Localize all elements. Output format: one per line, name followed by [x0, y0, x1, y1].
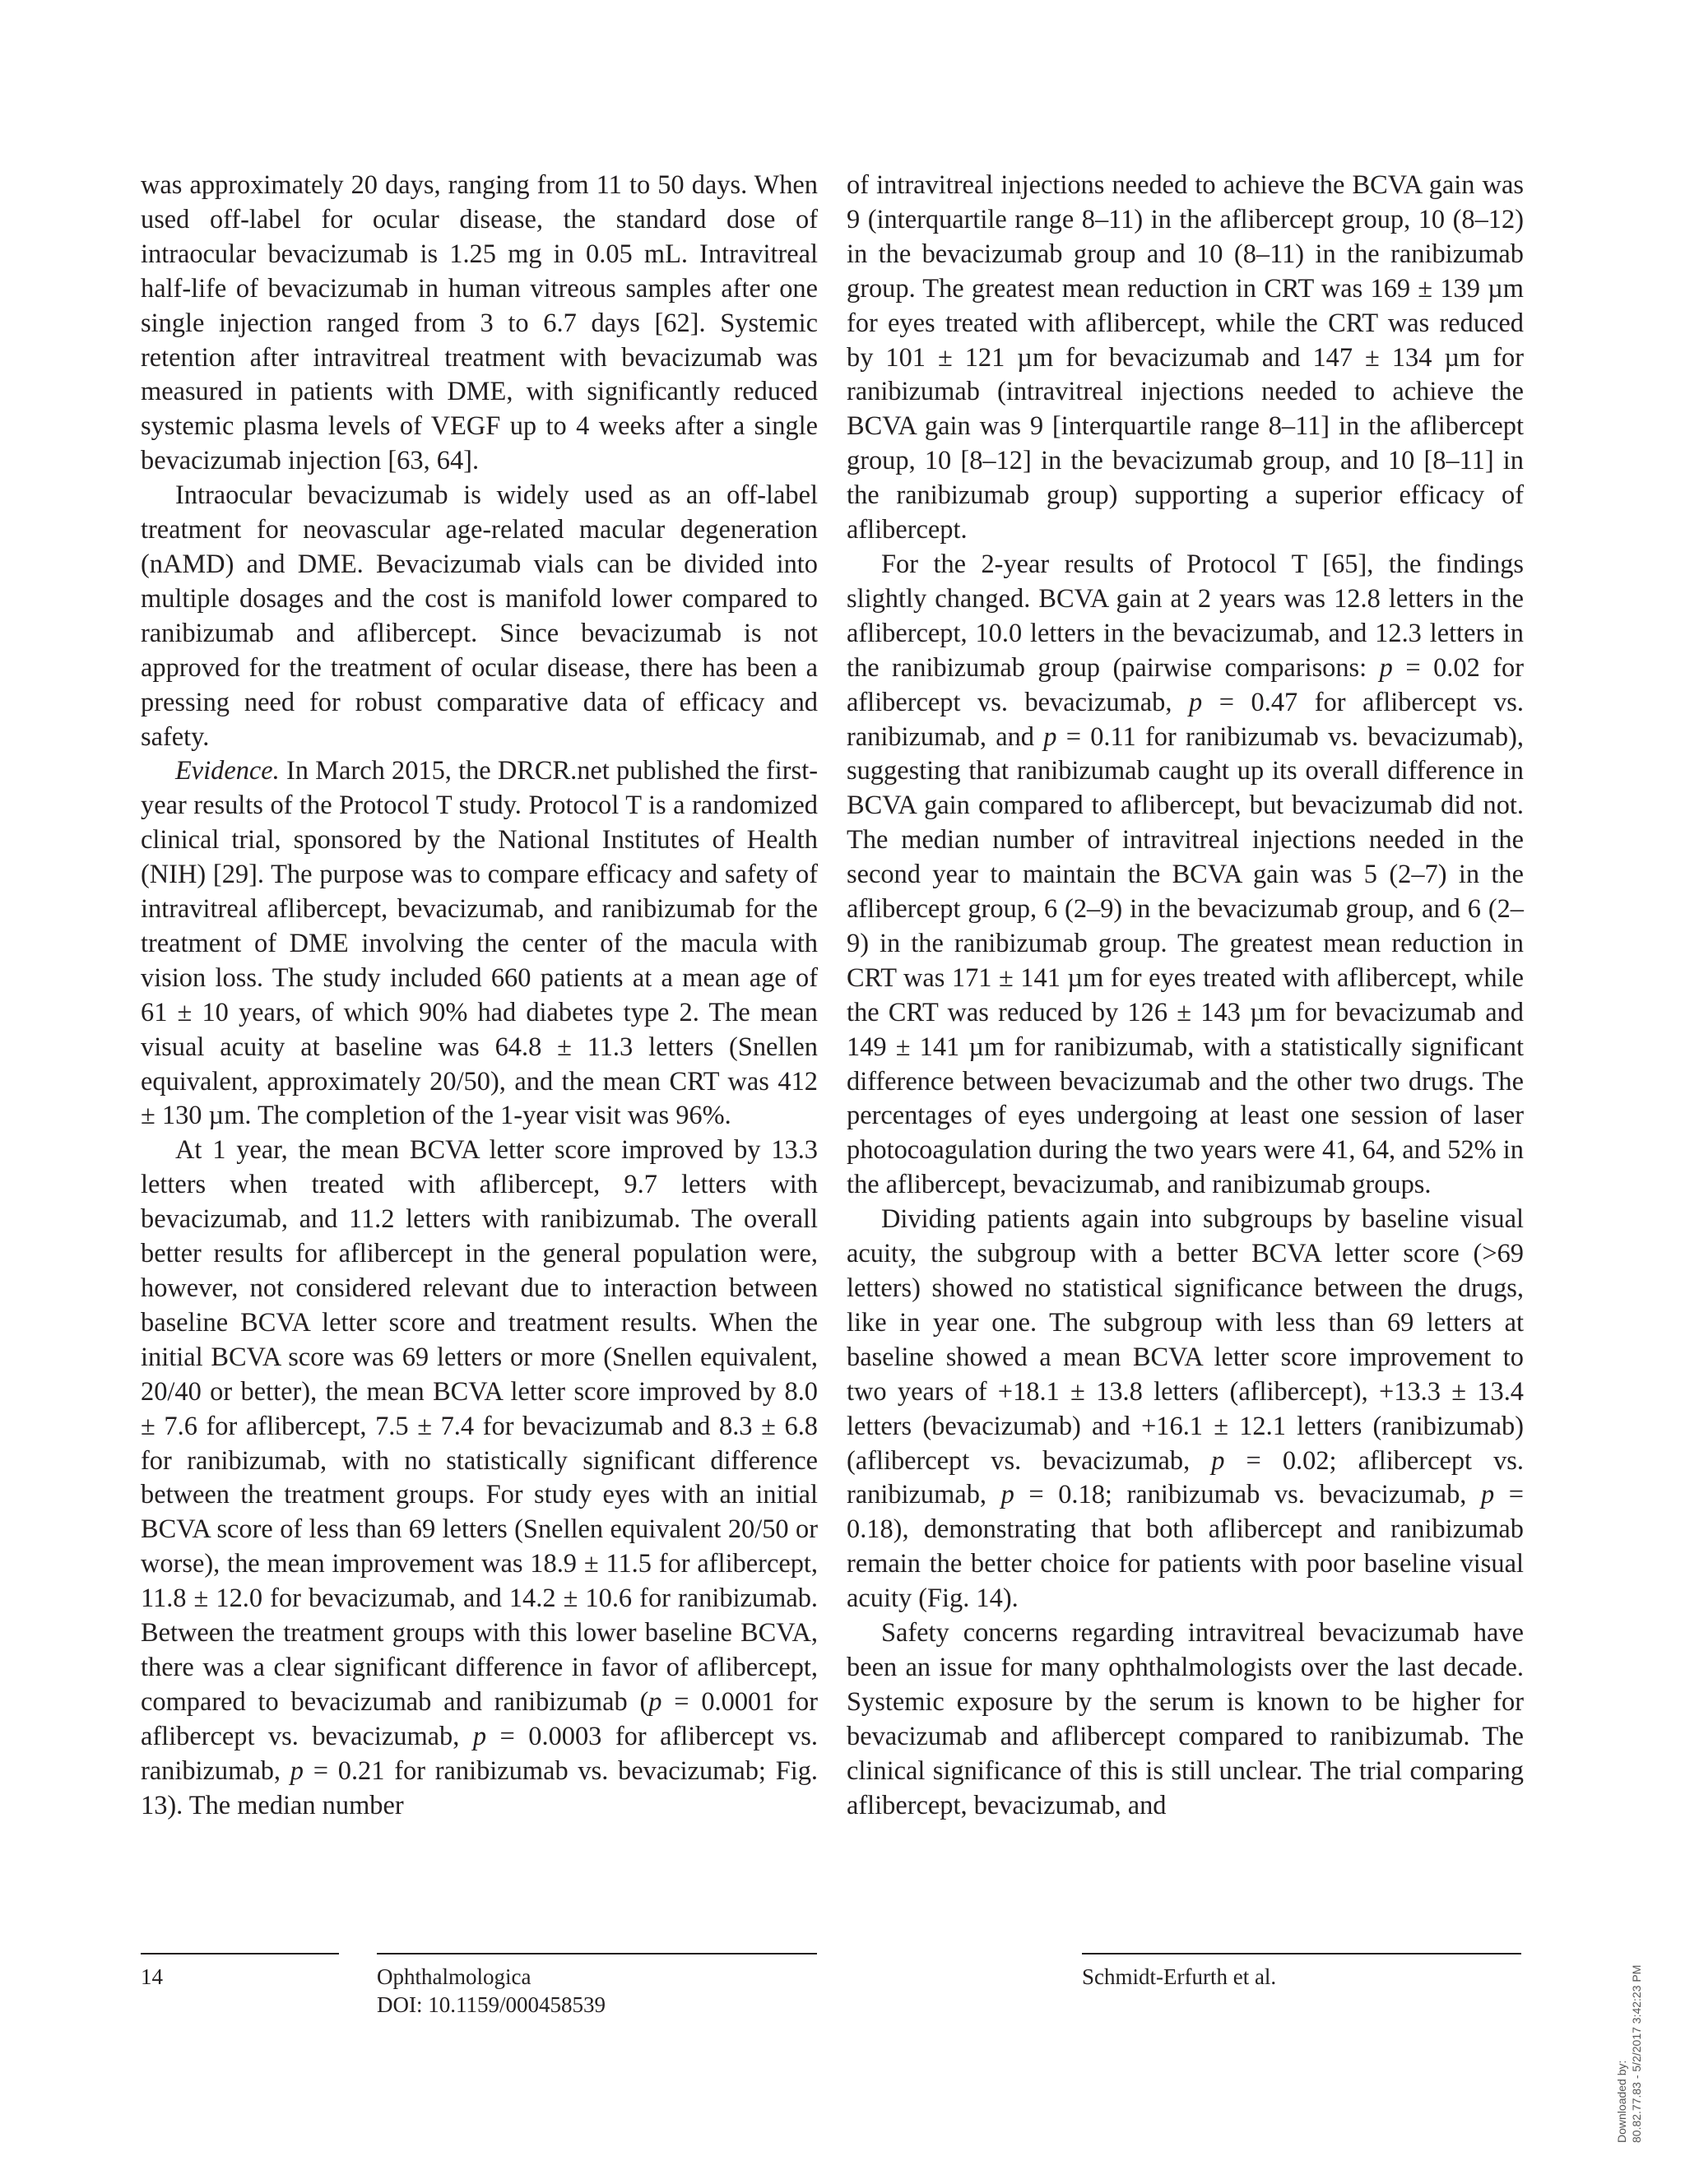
paragraph-text: = 0.18; ranibizumab vs. bevacizumab, [1014, 1480, 1481, 1510]
paragraph-text: = 0.02; aflibercept vs. ranibizumab, [847, 1445, 1524, 1510]
paragraph-text: For the 2-year results of Protocol T [65], the findings slightly changed. BCVA gain at 2 years was 12.8 letters in the aflibercept, 10.0 letters in the bevacizumab, and 12.3 letters in the ranibizumab group (pairwise comparisons: [847, 549, 1524, 683]
paragraph-text: = 0.11 for ranibizumab vs. bevacizumab), suggesting that ranibizumab caught up its overall difference in BCVA gain compared to aflibercept, but bevacizumab did not. The median number of intravitreal injections needed in the second year to maintain the BCVA gain was 5 (2–7) in the aflibercept group, 6 (2–9) in the bevacizumab group, and 6 (2–9) in the ranibizumab group. The greatest mean reduction in CRT was 171 ± 141 µm for eyes treated with aflibercept, while the CRT was reduced by 126 ± 143 µm for bevacizumab and 149 ± 141 µm for ranibizumab, with a statistically significant difference between bevacizumab and the other two drugs. The percentages of eyes undergoing at least one session of laser photocoagulation during the two years were 41, 64, and 52% in the aflibercept, bevacizumab, and ranibizumab groups. [847, 721, 1525, 1200]
paragraph [141, 754, 818, 1134]
paragraph-text: At 1 year, the mean BCVA letter score improved by 13.3 letters when treated with aflibercept, 9.7 letters with bevacizumab, and 11.2 letters with ranibizumab. The overall better results for aflibercept in the general population were, however, not considered relevant due to interaction between baseline BCVA letter score and treatment results. When the initial BCVA score was 69 letters or more (Snellen equivalent, 20/40 or better), the mean BCVA letter score improved by 8.0 ± 7.6 for aflibercept, 7.5 ± 7.4 for bevacizumab and 8.3 ± 6.8 for ranibizumab, with no statistically significant difference between the treatment groups. For study eyes with an initial BCVA score of less than 69 letters (Snellen equivalent 20/50 or worse), the mean improvement was 18.9 ± 11.5 for aflibercept, 11.8 ± 12.0 for bevacizumab, and 14.2 ± 10.6 for ranibizumab. Between the treatment groups with this lower baseline BCVA, there was a clear significant difference in favor of aflibercept, compared to bevacizumab and ranibizumab ( [141, 1135, 818, 1717]
paragraph [141, 1134, 818, 1823]
download-stamp-info: 80.82.77.83 - 5/2/2017 3:42:23 PM [1630, 1964, 1643, 2143]
paragraph-text: = 0.47 for aflibercept vs. ranibizumab, and [847, 687, 1524, 752]
right-column [847, 169, 1524, 1824]
paragraph-text: = 0.0001 for aflibercept vs. bevacizumab, [141, 1686, 818, 1751]
page-number: 14 [141, 1964, 163, 1989]
p-value-symbol: p [472, 1721, 487, 1751]
journal-name: Ophthalmologica [377, 1964, 531, 1989]
journal-info [377, 1963, 606, 2019]
footer-rule [141, 1953, 339, 1954]
footer-rule [1082, 1953, 1521, 1954]
doi: DOI: 10.1159/000458539 [377, 1992, 606, 2017]
paragraph-text: In March 2015, the DRCR.net published the first-year results of the Protocol T study. Protocol T is a randomized clinical trial, sponsored by the National Institutes of Health (NIH) [29]. The purpose was to compare efficacy and safety of intravitreal aflibercept, bevacizumab, and ranibizumab for the treatment of DME involving the center of the macula with vision loss. The study included 660 patients at a mean age of 61 ± 10 years, of which 90% had diabetes type 2. The mean visual acuity at baseline was 64.8 ± 11.3 letters (Snellen equivalent, approximately 20/50), and the mean CRT was 412 ± 130 µm. The completion of the 1-year visit was 96%. [141, 756, 818, 1131]
paragraph-text: = 0.21 for ranibizumab vs. bevacizumab; Fig. 13). The median number [141, 1755, 818, 1820]
paragraph-text: Dividing patients again into subgroups by baseline visual acuity, the subgroup with a better BCVA letter score (>69 letters) showed no statistical significance between the drugs, like in year one. The subgroup with less than 69 letters at baseline showed a mean BCVA letter score improvement to two years of +18.1 ± 13.8 letters (aflibercept), +13.3 ± 13.4 letters (bevacizumab) and +16.1 ± 12.1 letters (ranibizumab) (aflibercept vs. bevacizumab, [847, 1204, 1524, 1476]
p-value-symbol: p [1211, 1445, 1225, 1476]
download-stamp-label: Downloaded by: [1615, 2060, 1628, 2143]
p-value-symbol: p [648, 1686, 662, 1717]
download-stamp [1614, 1965, 1644, 2143]
p-value-symbol: p [1043, 721, 1057, 752]
footer-rule [377, 1953, 817, 1954]
paragraph-text: = 0.02 for aflibercept vs. bevacizumab, [847, 652, 1525, 717]
p-value-symbol: p [290, 1755, 304, 1786]
paragraph: of intravitreal injections needed to achieve the BCVA gain was 9 (interquartile range 8–11) in the aflibercept group, 10 (8–12) in the bevacizumab group and 10 (8–11) in the ranibizumab group. The greatest mean reduction in CRT was 169 ± 139 µm for eyes treated with aflibercept, while the CRT was reduced by 101 ± 121 µm for bevacizumab and 147 ± 134 µm for ranibizumab (intravitreal injections needed to achieve the BCVA gain was 9 [interquartile range 8–11] in the aflibercept group, 10 [8–12] in the bevacizumab group, and 10 [8–11] in the ranibizumab group) supporting a superior efficacy of aflibercept. [847, 170, 1524, 545]
paragraph-text: = 0.0003 for aflibercept vs. ranibizumab, [141, 1721, 818, 1786]
run-in-heading: Evidence. [175, 756, 280, 786]
p-value-symbol: p [1188, 687, 1203, 717]
paragraph: Intraocular bevacizumab is widely used as an off-label treatment for neovascular age-related macular degeneration (nAMD) and DME. Bevacizumab vials can be divided into multiple dosages and the cost is manifold lower compared to ranibizumab and aflibercept. Since bevacizumab is not approved for the treatment of ocular disease, there has been a pressing need for robust comparative data of efficacy and safety. [141, 480, 818, 752]
p-value-symbol: p [1480, 1480, 1495, 1510]
paragraph [847, 1203, 1524, 1616]
p-value-symbol: p [1379, 652, 1393, 683]
left-column [141, 169, 818, 1824]
paragraph: was approximately 20 days, ranging from 11 to 50 days. When used off-label for ocular disease, the standard dose of intraocular bevacizumab is 1.25 mg in 0.05 mL. Intravitreal half-life of bevacizumab in human vitreous samples after one single injection ranged from 3 to 6.7 days [62]. Systemic retention after intravitreal treatment with bevacizumab was measured in patients with DME, with significantly reduced systemic plasma levels of VEGF up to 4 weeks after a single bevacizumab injection [63, 64]. [141, 170, 818, 476]
paragraph: Safety concerns regarding intravitreal bevacizumab have been an issue for many ophthalmologists over the last decade. Systemic exposure by the serum is known to be higher for bevacizumab and aflibercept compared to ranibizumab. The clinical significance of this is still unclear. The trial comparing aflibercept, bevacizumab, and [847, 1618, 1524, 1820]
running-authors: Schmidt-Erfurth et al. [1082, 1964, 1277, 1989]
paragraph-text: = 0.18), demonstrating that both aflibercept and ranibizumab remain the better choice for patients with poor baseline visual acuity (Fig. 14). [847, 1480, 1525, 1614]
paragraph [847, 548, 1524, 1203]
p-value-symbol: p [1000, 1480, 1014, 1510]
